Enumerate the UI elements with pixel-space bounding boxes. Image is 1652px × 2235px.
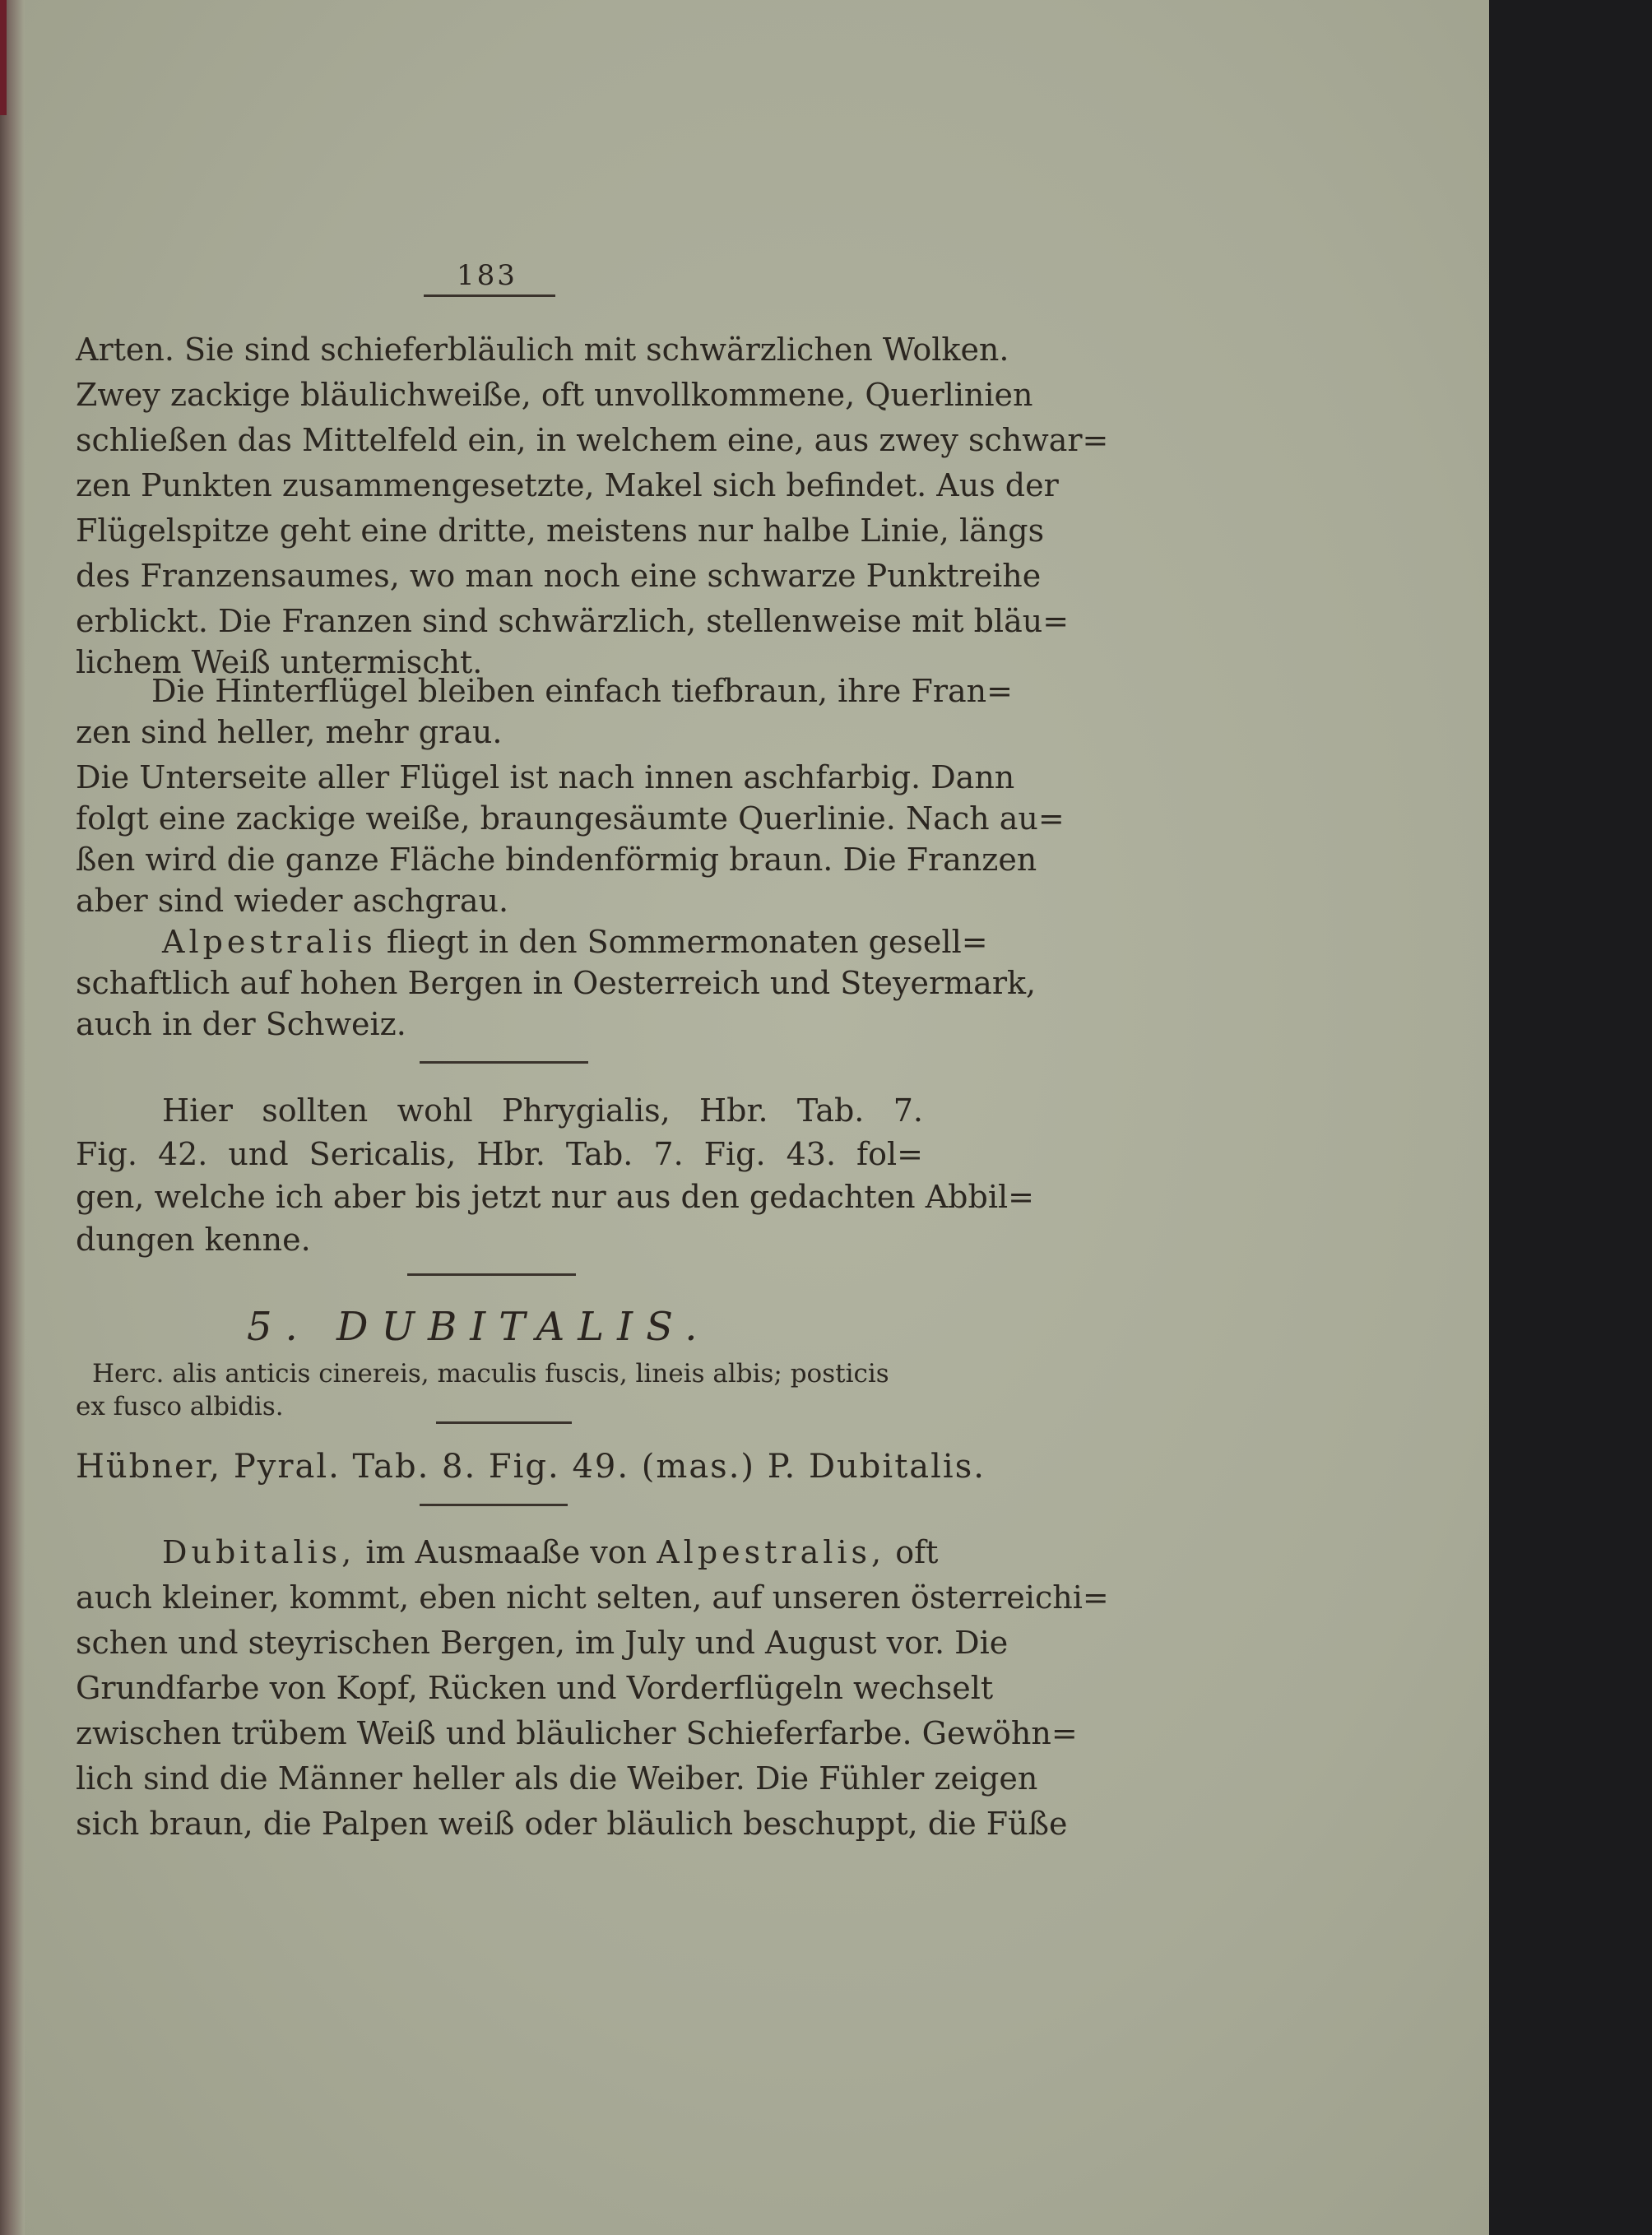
text-line: aber sind wieder aschgrau. [76,883,509,919]
text-span: oft [895,1534,939,1570]
text-span: fliegt in den Sommermonaten gesell= [386,924,988,960]
text-line [76,1532,939,1573]
text-line: schließen das Mittelfeld ein, in welchem eine, aus zwey schwar= [76,422,1109,458]
reference-line: Hübner, Pyral. Tab. 8. Fig. 49. (mas.) P. Dubitalis. [76,1448,986,1486]
page-number-rule [424,294,555,297]
text-line: erblickt. Die Franzen sind schwärzlich, stellenweise mit bläu= [76,603,1070,639]
text-line: auch kleiner, kommt, eben nicht selten, auf unseren österreichi= [76,1579,1109,1616]
latin-diagnosis: ex fusco albidis. [76,1392,284,1421]
text-line: sich braun, die Palpen weiß oder bläulich beschuppt, die Füße [76,1806,1068,1842]
text-line [76,921,988,962]
species-name: Dubitalis, [162,1534,356,1570]
page-number: 183 [457,259,517,292]
section-rule [436,1421,572,1424]
text-line: gen, welche ich aber bis jetzt nur aus den gedachten Abbil= [76,1179,1034,1215]
text-line: Hier sollten wohl Phrygialis, Hbr. Tab. 7. [162,1092,923,1129]
section-rule [420,1504,568,1506]
section-rule [420,1061,588,1064]
text-line: folgt eine zackige weiße, braungesäumte Querlinie. Nach au= [76,800,1065,837]
text-line: Fig. 42. und Sericalis, Hbr. Tab. 7. Fig. 43. fol= [76,1136,923,1172]
text-line: Die Hinterflügel bleiben einfach tiefbraun, ihre Fran= [151,673,1013,709]
text-line: lichem Weiß untermischt. [76,644,483,680]
latin-diagnosis: Herc. alis anticis cinereis, maculis fuscis, lineis albis; posticis [92,1359,889,1389]
text-line: schaftlich auf hohen Bergen in Oesterreich und Steyermark, [76,965,1037,1001]
text-line: zwischen trübem Weiß und bläulicher Schieferfarbe. Gewöhn= [76,1715,1078,1751]
text-line: Zwey zackige bläulichweiße, oft unvollkommene, Querlinien [76,377,1033,413]
spine-ribbon [0,0,7,115]
text-line: dungen kenne. [76,1222,311,1258]
text-line: Arten. Sie sind schieferbläulich mit schwärzlichen Wolken. [76,332,1009,368]
text-line: zen Punkten zusammengesetzte, Makel sich befindet. Aus der [76,467,1059,503]
page-binding-edge [0,0,25,2235]
text-line: Grundfarbe von Kopf, Rücken und Vorderflügeln wechselt [76,1670,994,1706]
text-line: auch in der Schweiz. [76,1006,406,1042]
text-line: des Franzensaumes, wo man noch eine schwarze Punktreihe [76,558,1042,594]
species-name: Alpestralis [162,924,377,960]
species-name: Alpestralis, [657,1534,886,1570]
text-line: Die Unterseite aller Flügel ist nach innen aschfarbig. Dann [76,759,1015,795]
text-line: ßen wird die ganze Fläche bindenförmig braun. Die Franzen [76,842,1037,878]
text-line: Flügelspitze geht eine dritte, meistens nur halbe Linie, längs [76,512,1045,549]
text-line: schen und steyrischen Bergen, im July und August vor. Die [76,1625,1009,1661]
text-line: zen sind heller, mehr grau. [76,714,503,750]
text-line: lich sind die Männer heller als die Weiber. Die Fühler zeigen [76,1760,1038,1797]
section-heading: 5. DUBITALIS. [247,1304,711,1350]
text-span: im Ausmaaße von [365,1534,647,1570]
section-rule [407,1273,576,1276]
